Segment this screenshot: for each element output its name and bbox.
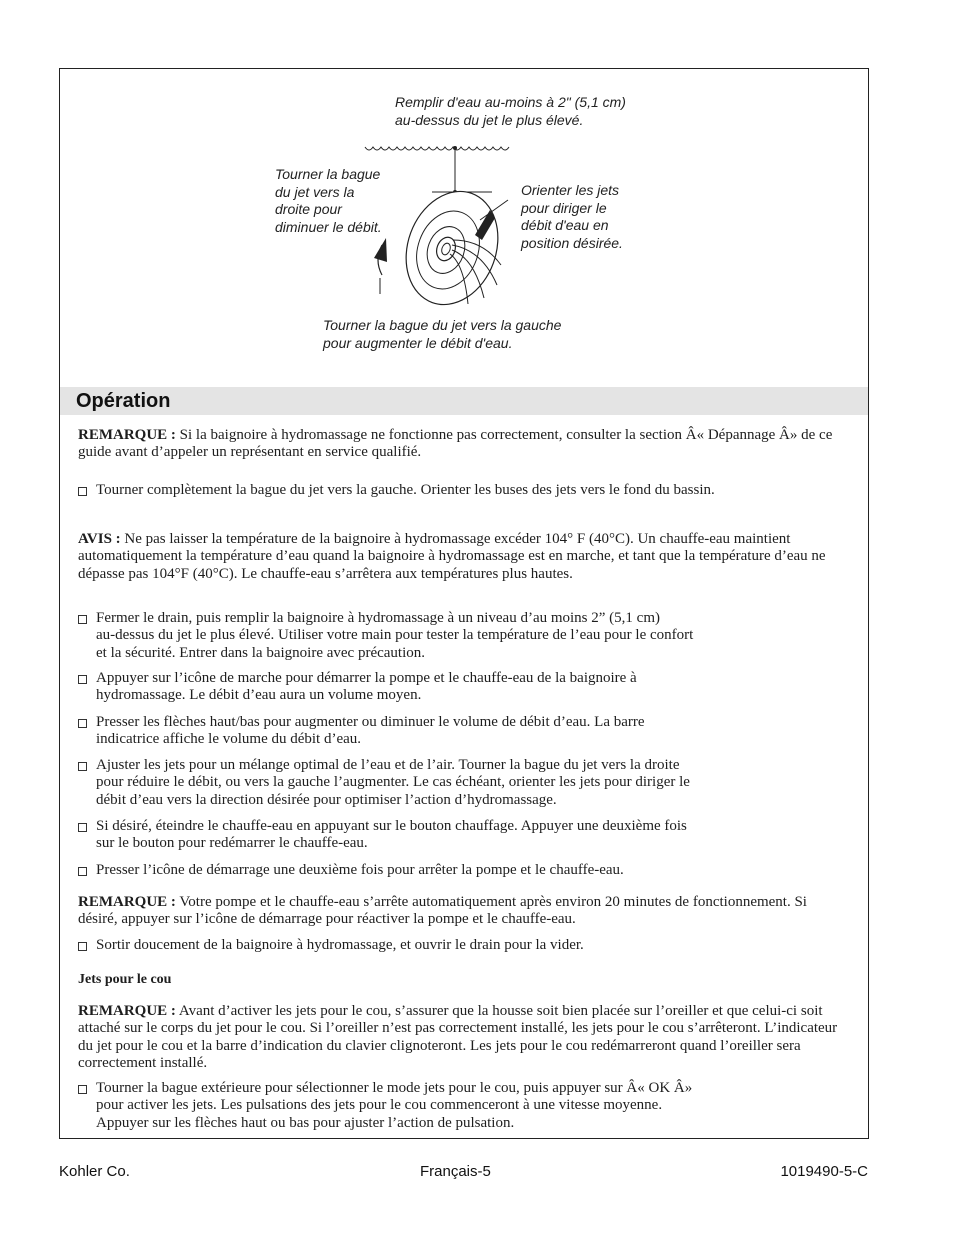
list-item: Presser l’icône de démarrage une deuxième fois pour arrêter la pompe et le chauffe-eau. bbox=[78, 862, 838, 879]
note-label: REMARQUE : bbox=[78, 894, 176, 910]
note-text: Votre pompe et le chauffe-eau s’arrête automatiquement après environ 20 minutes de fonctionnement. Si désiré, appuyer sur l’icône de démarrage pour réactiver la pompe et le chauffe-eau. bbox=[78, 894, 807, 928]
note-auto-shutoff bbox=[78, 894, 838, 929]
note-text: Avant d’activer les jets pour le cou, s’assurer que la housse soit bien placée sur l’oreiller et que celui-ci soit attaché sur le corps du jet pour le cou. Si l’oreiller n’est pas correctement installé, les jets pour le cou s’arrêteront. L’indicateur du jet pour le cou et la barre d’indication du clavier clignoteront. Les jets pour le cou redémarreront quand l’oreiller sera correctement installé. bbox=[78, 1003, 838, 1071]
list-item: Ajuster les jets pour un mélange optimal de l’eau et de l’air. Tourner la bague du jet vers la droite pour réduire le débit, ou vers la gauche l’augmenter. Le cas échéant, orienter les jets pour diriger le débit d’eau vers la direction désirée pour optimiser l’action d’hydromassage. bbox=[78, 757, 838, 809]
section-title: Opération bbox=[76, 390, 171, 412]
list-item: Presser les flèches haut/bas pour augmenter ou diminuer le volume de débit d’eau. La barre indicatrice affiche le volume du débit d’eau. bbox=[78, 714, 838, 749]
checkbox-icon bbox=[78, 675, 87, 684]
callout-turn-right: Tourner la bague du jet vers la droite pour diminuer le débit. bbox=[275, 166, 382, 235]
note-text: Si la baignoire à hydromassage ne fonctionne pas correctement, consulter la section Â« Dépannage Â» de ce guide avant d’appeler un représentant en service qualifié. bbox=[78, 427, 833, 461]
footer-company: Kohler Co. bbox=[59, 1163, 130, 1180]
notice-text: Ne pas laisser la température de la baignoire à hydromassage excéder 104° F (40°C). Un chauffe-eau maintient automatiquement la température d’eau quand la baignoire à hydromassage est en marche, et tant que la température d’eau ne dépasse pas 104°F (40°C). Le chauffe-eau s’arrêtera aux températures plus hautes. bbox=[78, 531, 826, 582]
checkbox-icon bbox=[78, 1085, 87, 1094]
list-item: Appuyer sur l’icône de marche pour démarrer la pompe et le chauffe-eau de la baignoire à hydromassage. Le débit d’eau aura un volume moyen. bbox=[78, 670, 838, 705]
checkbox-icon bbox=[78, 719, 87, 728]
footer-page-number: Français-5 bbox=[420, 1163, 491, 1180]
notice-label: AVIS : bbox=[78, 531, 121, 547]
callout-aim-jets: Orienter les jets pour diriger le débit d'eau en position désirée. bbox=[521, 182, 623, 251]
checkbox-icon bbox=[78, 942, 87, 951]
checkbox-icon bbox=[78, 762, 87, 771]
water-line bbox=[365, 147, 509, 150]
checkbox-icon bbox=[78, 867, 87, 876]
list-item-text: Tourner complètement la bague du jet vers la gauche. Orienter les buses des jets vers le fond du bassin. bbox=[96, 482, 715, 498]
checkbox-icon bbox=[78, 615, 87, 624]
list-item: Fermer le drain, puis remplir la baignoire à hydromassage à un niveau d’au moins 2” (5,1 cm) au-dessus du jet le plus élevé. Utiliser votre main pour tester la température de l’eau pour le confort et la sécurité. Entrer dans la baignoire avec précaution. bbox=[78, 610, 838, 662]
subheading-neck-jets: Jets pour le cou bbox=[78, 972, 172, 987]
list-item bbox=[78, 482, 838, 499]
whirlpool-jet-illustration bbox=[340, 140, 520, 310]
section-header-bar bbox=[60, 387, 868, 415]
note-troubleshooting bbox=[78, 427, 838, 462]
checkbox-icon bbox=[78, 823, 87, 832]
note-neck-jets bbox=[78, 1003, 838, 1072]
note-label: REMARQUE : bbox=[78, 1003, 176, 1019]
note-label: REMARQUE : bbox=[78, 427, 176, 443]
list-item: Si désiré, éteindre le chauffe-eau en appuyant sur le bouton chauffage. Appuyer une deuxième fois sur le bouton pour redémarrer le chauffe-eau. bbox=[78, 818, 838, 853]
callout-fill-level: Remplir d'eau au-moins à 2" (5,1 cm) au-dessus du jet le plus élevé. bbox=[395, 94, 626, 128]
callout-turn-left: Tourner la bague du jet vers la gauche pour augmenter le débit d'eau. bbox=[323, 317, 562, 351]
notice-temperature bbox=[78, 531, 838, 583]
list-item bbox=[78, 937, 838, 954]
checkbox-icon bbox=[78, 487, 87, 496]
list-item-text: Sortir doucement de la baignoire à hydromassage, et ouvrir le drain pour la vider. bbox=[96, 937, 584, 953]
footer-document-number: 1019490-5-C bbox=[780, 1163, 868, 1180]
list-item: Tourner la bague extérieure pour sélectionner le mode jets pour le cou, puis appuyer sur Â« OK Â» pour activer les jets. Les pulsations des jets pour le cou commenceront à une vitesse moyenne. Appuyer sur les flèches haut ou bas pour ajuster l’action de pulsation. bbox=[78, 1080, 838, 1132]
